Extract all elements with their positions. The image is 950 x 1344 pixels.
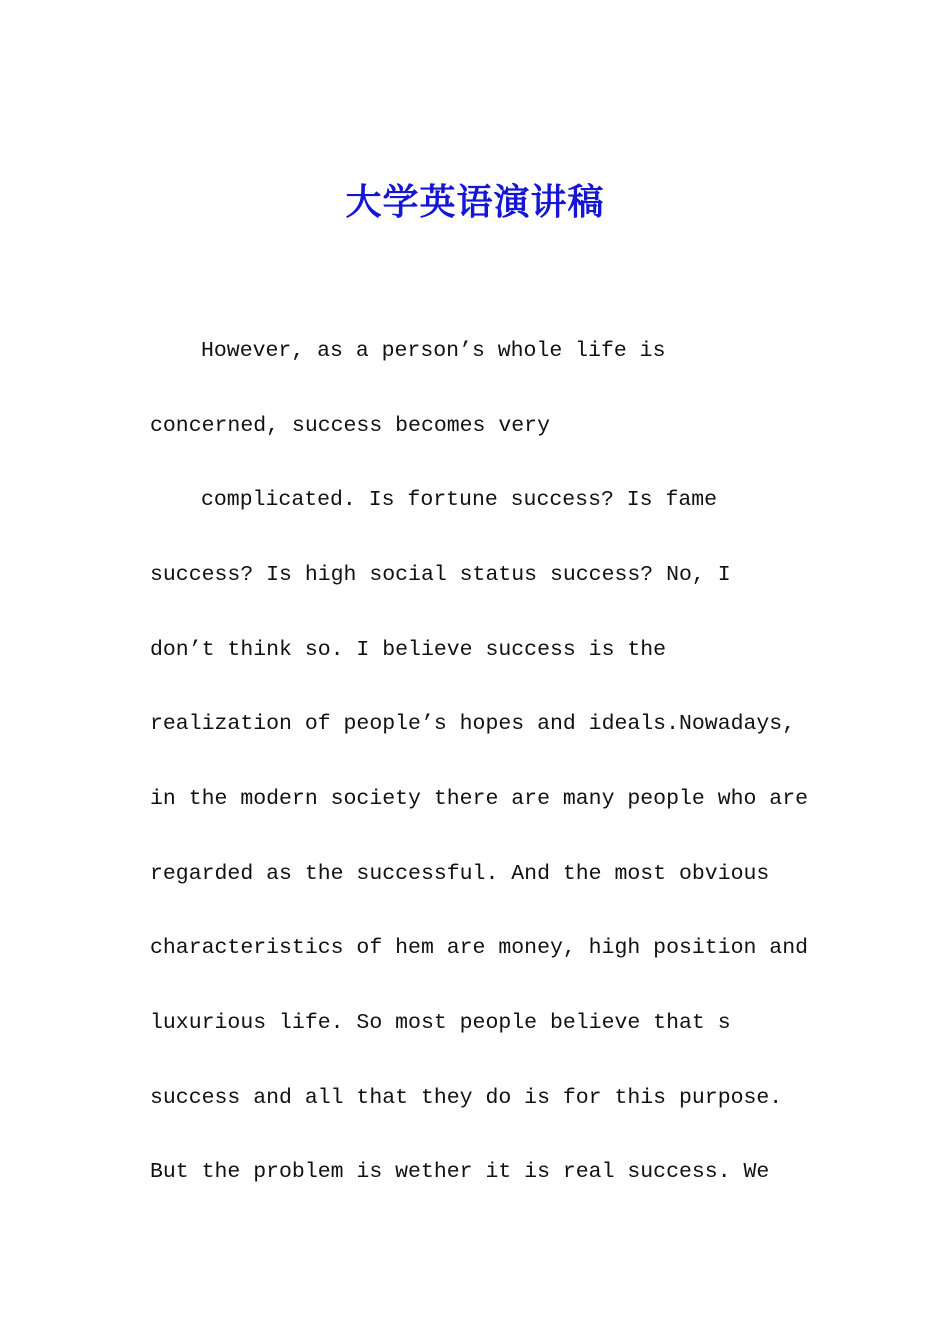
paragraph-line-5: don’t think so. I believe success is the	[150, 638, 667, 662]
paragraph-line-9: characteristics of hem are money, high position and	[150, 936, 809, 960]
paragraph-line-2: concerned, success becomes very	[150, 414, 550, 438]
paragraph-line-8: regarded as the successful. And the most obvious	[150, 862, 770, 886]
paragraph-line-7: in the modern society there are many people who are	[150, 787, 809, 811]
paragraph-line-4: success? Is high social status success? No, I	[150, 563, 731, 587]
paragraph-line-11: success and all that they do is for this purpose.	[150, 1086, 783, 1110]
paragraph-line-3: complicated. Is fortune success? Is fame	[201, 488, 718, 512]
document-title: 大学英语演讲稿	[345, 181, 605, 223]
paragraph-line-10: luxurious life. So most people believe that s	[150, 1011, 731, 1035]
paragraph-line-6: realization of people’s hopes and ideals.Nowadays,	[150, 712, 796, 736]
paragraph-line-12: But the problem is wether it is real success. We	[150, 1160, 770, 1184]
paragraph-line-1: However, as a person’s whole life is	[201, 339, 666, 363]
